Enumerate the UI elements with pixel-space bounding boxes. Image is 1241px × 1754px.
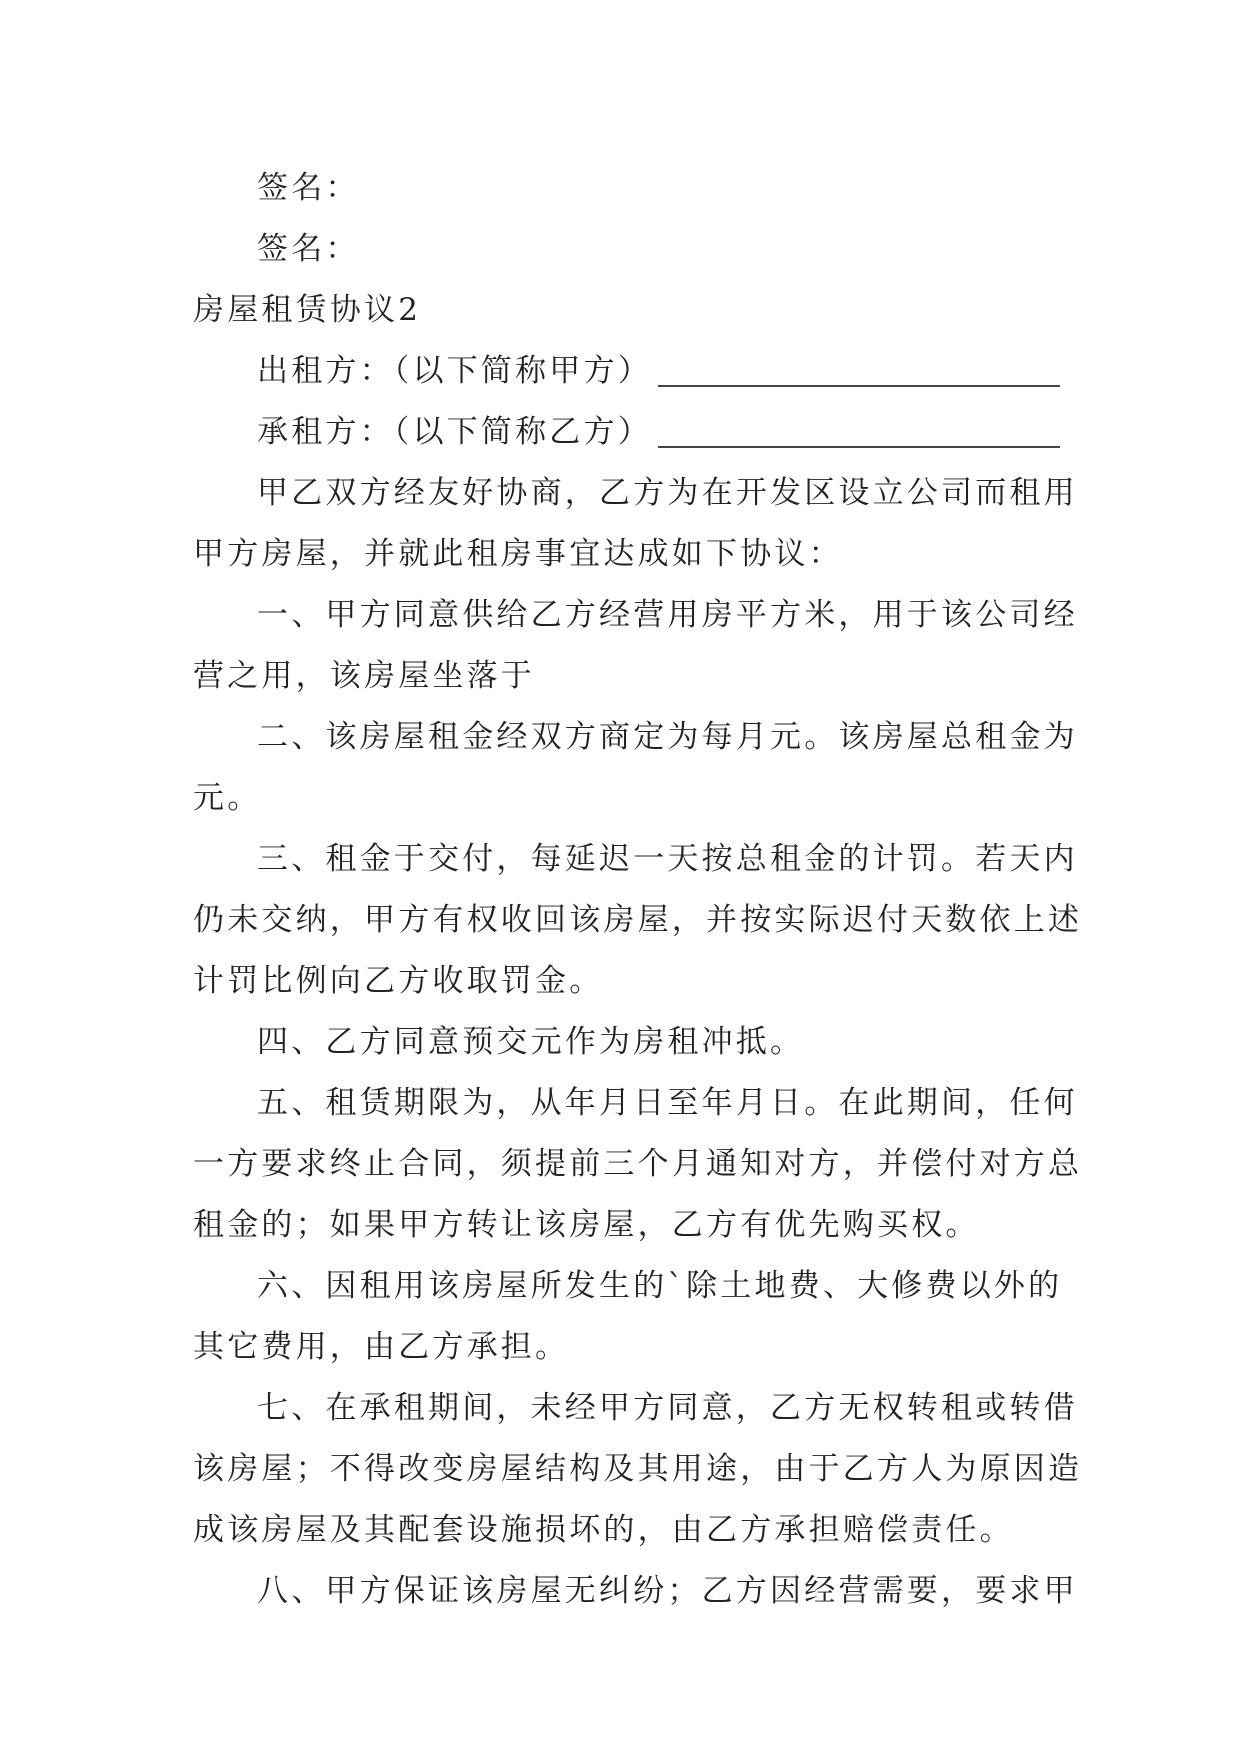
lessee-blank <box>658 446 1060 448</box>
text-line: 一方要求终止合同，须提前三个月通知对方，并偿付对方总 <box>193 1146 1083 1182</box>
lessor-label: 出租方：（以下简称甲方） <box>257 353 652 389</box>
text-line: 七、在承租期间，未经甲方同意，乙方无权转租或转借 <box>257 1390 1078 1426</box>
signature-label: 签名： <box>257 170 360 206</box>
text-line: 四、乙方同意预交元作为房租冲抵。 <box>257 1024 805 1060</box>
text-line: 一、甲方同意供给乙方经营用房平方米，用于该公司经 <box>257 597 1078 633</box>
text-line: 五、租赁期限为，从年月日至年月日。在此期间，任何 <box>257 1085 1078 1121</box>
text-line: 二、该房屋租金经双方商定为每月元。该房屋总租金为 <box>257 719 1078 755</box>
text-line: 六、因租用该房屋所发生的`除土地费、大修费以外的 <box>257 1268 1063 1304</box>
text-line: 计罚比例向乙方收取罚金。 <box>193 963 604 999</box>
lessee-label: 承租方：（以下简称乙方） <box>257 414 652 450</box>
text-line: 甲方房屋，并就此租房事宜达成如下协议： <box>193 536 843 572</box>
document-title: 房屋租赁协议2 <box>193 292 422 328</box>
text-line: 租金的；如果甲方转让该房屋，乙方有优先购买权。 <box>193 1207 980 1243</box>
text-line: 甲乙双方经友好协商，乙方为在开发区设立公司而租用 <box>257 475 1078 511</box>
lessor-line <box>193 341 1053 402</box>
signature-label: 签名： <box>257 231 360 267</box>
text-line: 仍未交纳，甲方有权收回该房屋，并按实际迟付天数依上述 <box>193 902 1083 938</box>
text-line: 成该房屋及其配套设施损坏的，由乙方承担赔偿责任。 <box>193 1512 1014 1548</box>
document-body <box>193 158 1083 1622</box>
text-line: 三、租金于交付，每延迟一天按总租金的计罚。若天内 <box>257 841 1078 877</box>
text-line: 该房屋；不得改变房屋结构及其用途，由于乙方人为原因造 <box>193 1451 1083 1487</box>
text-line: 八、甲方保证该房屋无纠纷；乙方因经营需要，要求甲 <box>257 1573 1078 1609</box>
clause-lines <box>193 463 1083 1622</box>
text-line: 营之用，该房屋坐落于 <box>193 658 535 694</box>
lessor-blank <box>658 385 1060 387</box>
lessee-line <box>193 402 1053 463</box>
text-line: 元。 <box>193 780 262 816</box>
signature-line <box>193 219 1053 280</box>
signature-line <box>193 158 1053 219</box>
text-line: 其它费用，由乙方承担。 <box>193 1329 570 1365</box>
